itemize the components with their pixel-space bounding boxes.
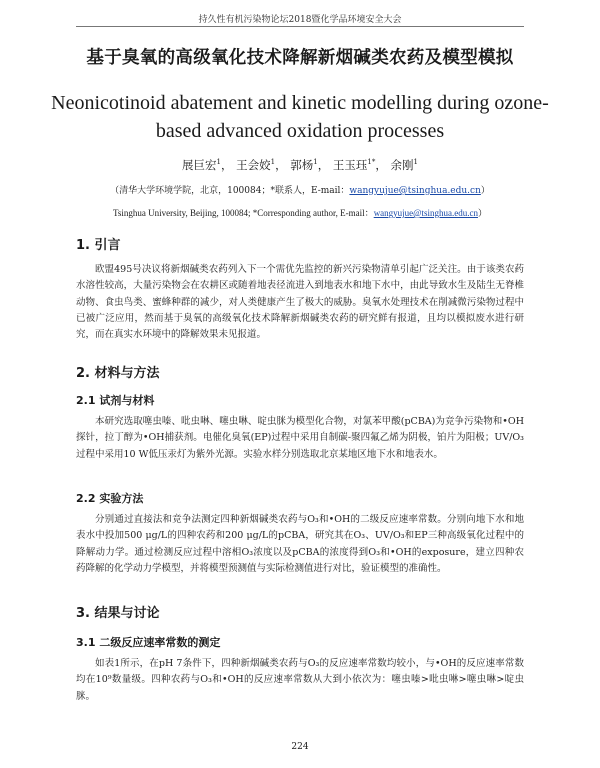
methods-paragraph: 分别通过直接法和竞争法测定四种新烟碱类农药与O₃和•OH的二级反应速率常数。分别向地下水和地表水中投加500 μg/L的四种农药和200 μg/L的pCBA，研究其在O₃、UV/O₃和EP三种高级氧化过程中的降解动力学。通过检测反应过程中溶相O₃浓度以及pCBA的浓度得到O₃和•OH的exposure，建立四种农药降解的化学动力学模型，并将模型预测值与实际检测值进行对比，验证模型的准确性。 (76, 514, 524, 574)
author: 王玉珏$^{1*}$ (332, 158, 376, 172)
affiliation-chinese: （清华大学环境学院，北京，100084；*联系人，E-mail：wangyujue@tsinghua.edu.cn） (110, 186, 490, 196)
author: 余刚$^1$ (390, 158, 418, 172)
email-link[interactable]: wangyujue@tsinghua.edu.cn (373, 208, 478, 218)
english-title-line-2: based advanced oxidation processes (155, 120, 445, 142)
subsection-heading-methods: 2.2 实验方法 (76, 492, 144, 505)
section-heading-results: 3. 结果与讨论 (76, 606, 160, 621)
reagents-paragraph: 本研究选取噻虫嗪、吡虫啉、噻虫啉、啶虫脒为模型化合物，对氯苯甲酸(pCBA)为竞争污染物和•OH探针，拉丁醇为•OH捕获剂。电催化臭氧(EP)过程中采用自制碳-聚四氟乙烯为阴极，铂片为阳极；UV/O₃过程中采用10 W低压汞灯为紫外光源。实验水样分别选取北京某地区地下水和地表水。 (76, 416, 524, 460)
author: 郭杨$^1$ (290, 158, 318, 172)
page-number: 224 (291, 742, 309, 752)
running-header: 持久性有机污染物论坛2018暨化学品环境安全大会 (198, 15, 402, 25)
rate-constants-paragraph: 如表1所示，在pH 7条件下，四种新烟碱类农药与O₃的反应速率常数均较小，与•OH的反应速率常数均在10⁹数量级。四种农药与O₃和•OH的反应速率常数从大到小依次为：噻虫嗪>吡虫啉>噻虫啉>啶虫脒。 (76, 658, 524, 702)
section-heading-introduction: 1. 引言 (76, 238, 121, 253)
email-link[interactable]: wangyujue@tsinghua.edu.cn (349, 186, 481, 196)
subsection-heading-reagents: 2.1 试剂与材料 (76, 394, 155, 407)
section-heading-materials-methods: 2. 材料与方法 (76, 366, 160, 381)
author: 王会姣$^1$ (236, 158, 276, 172)
english-title-line-1: Neonicotinoid abatement and kinetic modelling during ozone- (51, 92, 549, 114)
introduction-paragraph: 欧盟495号决议将新烟碱类农药列入下一个需优先监控的新兴污染物清单引起广泛关注。由于该类农药水溶性较高，大量污染物会在农耕区或随着地表径流进入到地表水和地下水中，由此导致水生及陆生无脊椎动物、食虫鸟类、蜜蜂种群的减少，对人类健康产生了极大的威胁。臭氧水处理技术在削减微污染物过程中已被广泛应用，然而基于臭氧的高级氧化技术降解新烟碱类农药的研究鲜有报道，且均以模拟废水进行研究，而在真实水环境中的降解效果未见报道。 (76, 264, 524, 341)
header-divider (76, 26, 524, 27)
affiliation-english: Tsinghua University, Beijing, 100084; *Corresponding author, E-mail：wangyujue@tsinghua.edu.cn） (113, 208, 487, 218)
chinese-title: 基于臭氧的高级氧化技术降解新烟碱类农药及模型模拟 (86, 48, 514, 68)
author-list: 展巨宏$^1$， 王会姣$^1$， 郭杨$^1$， 王玉珏$^{1*}$， 余刚$^1$ (182, 158, 418, 172)
author: 展巨宏$^1$ (182, 158, 221, 172)
subsection-heading-rate-constants: 3.1 二级反应速率常数的测定 (76, 636, 221, 649)
